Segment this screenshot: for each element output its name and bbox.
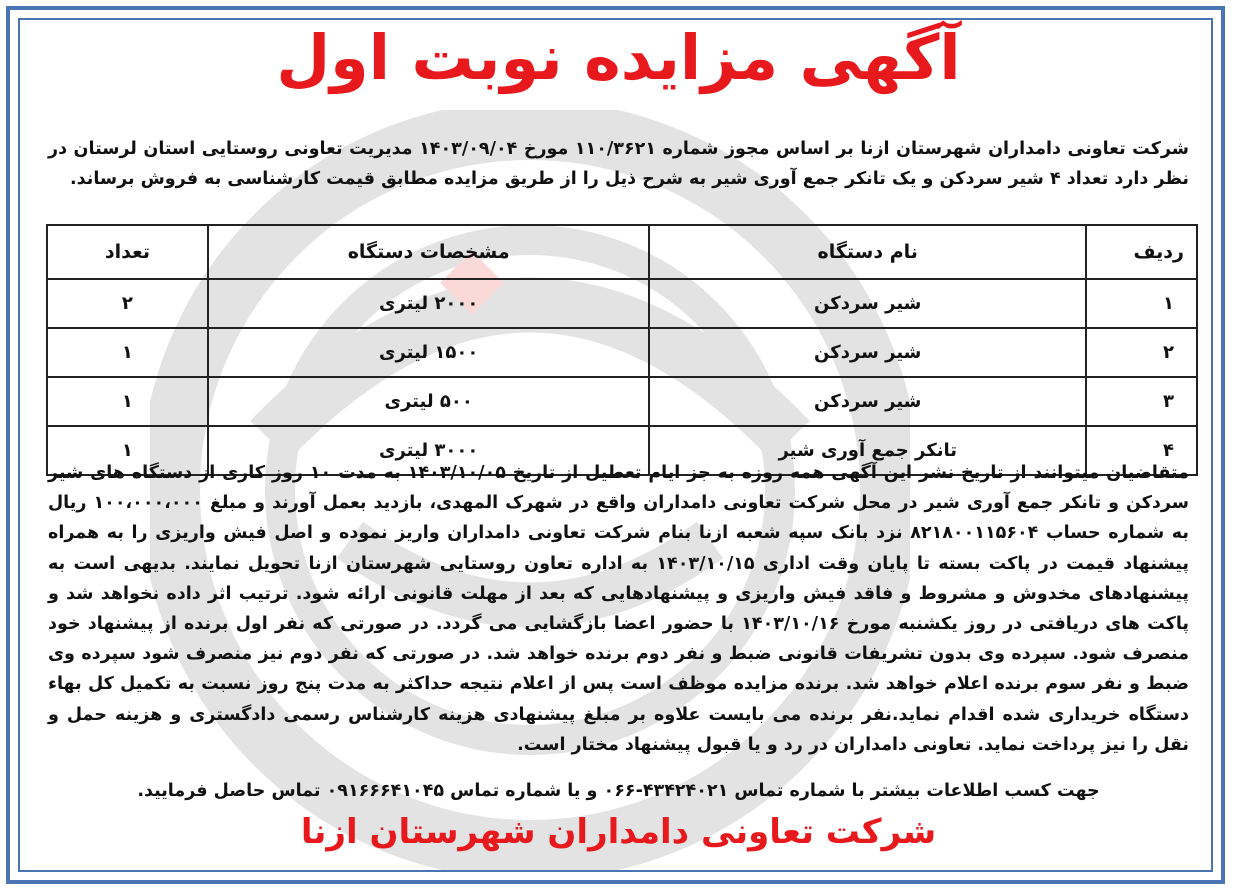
quantity: ۱ (47, 328, 208, 377)
device-name: شیر سردکن (649, 328, 1086, 377)
device-name: شیر سردکن (649, 279, 1086, 328)
items-table (46, 224, 1198, 476)
header-device-name: نام دستگاه (649, 225, 1086, 279)
row-number: ۱ (1086, 279, 1197, 328)
quantity: ۱ (47, 377, 208, 426)
contact-line: جهت کسب اطلاعات بیشتر با شماره تماس ۴۳۴۲۴۰۲۱-۰۶۶ و یا شماره تماس ۰۹۱۶۶۶۴۱۰۴۵ تماس حاصل فرمایید. (137, 781, 1100, 801)
header-row-number: ردیف (1086, 225, 1197, 279)
quantity: ۲ (47, 279, 208, 328)
signature-company-name: شرکت تعاونی دامداران شهرستان ازنا (300, 812, 937, 852)
row-number: ۳ (1086, 377, 1197, 426)
device-spec: ۳۰۰۰ لیتری (208, 426, 650, 475)
device-spec: ۱۵۰۰ لیتری (208, 328, 650, 377)
device-spec: ۲۰۰۰ لیتری (208, 279, 650, 328)
row-number: ۴ (1086, 426, 1197, 475)
page-title: آگهی مزایده نوبت اول (276, 21, 961, 94)
terms-paragraph: متقاضیان میتوانند از تاریخ نشر این آگهی همه روزه به جز ایام تعطیل از تاریخ ۱۴۰۳/۱۰/۰۵ به مدت ۱۰ روز کاری از دستگاه های شیر سردکن و تانکر جمع آوری شیر در محل شرکت تعاونی دامداران واقع در شهرک المهدی، بازدید بعمل آورند و مبلغ ۱۰۰،۰۰۰،۰۰۰ ریال به شماره حساب ۸۲۱۸۰۰۱۱۵۶۰۴ نزد بانک سپه شعبه ازنا بنام شرکت تعاونی دامداران واریز نموده و اصل فیش واریزی را به همراه پیشنهاد قیمت در پاکت بسته تا پایان وقت اداری ۱۴۰۳/۱۰/۱۵ به اداره تعاون روستایی شهرستان ازنا تحویل نمایند. بدیهی است به پیشنهادهای مخدوش و مشروط و فاقد فیش واریزی و پیشنهادهایی که بعد از مهلت قانونی ارائه شود. ترتیب اثر داده نخواهد شد و پاکت های دریافتی در روز یکشنبه مورخ ۱۴۰۳/۱۰/۱۶ با حضور اعضا بازگشایی می گردد. در صورتی که نفر اول برنده از پیشنهاد خود منصرف شود. سپرده وی بدون تشریفات قانونی ضبط و نفر دوم برنده خواهد شد. در صورتی که نفر دوم نیز منصرف شود سپرده وی ضبط و نفر سوم برنده اعلام خواهد شد. برنده مزایده موظف است پس از اعلام نتیجه حداکثر به مدت پنج روز نسبت به تکمیل کل بهاء دستگاه خریداری شده اقدام نماید.نفر برنده می بایست علاوه بر مبلغ پیشنهادی هزینه کارشناس رسمی دادگستری و هزینه حمل و نقل را نیز پرداخت نماید. تعاونی دامداران در رد و یا قبول پیشنهاد مختار است. (48, 463, 1190, 755)
table-row (47, 328, 1197, 377)
intro-paragraph: شرکت تعاونی دامداران شهرستان ازنا بر اساس مجوز شماره ۱۱۰/۳۶۲۱ مورخ ۱۴۰۳/۰۹/۰۴ مدیریت تعاونی روستایی استان لرستان در نظر دارد تعداد ۴ شیر سردکن و یک تانکر جمع آوری شیر به شرح ذیل را از طریق مزایده مطابق قیمت کارشناسی به فروش برساند. (48, 139, 1189, 189)
device-name: شیر سردکن (649, 377, 1086, 426)
device-spec: ۵۰۰ لیتری (208, 377, 650, 426)
device-name: تانکر جمع آوری شیر (649, 426, 1086, 475)
table-header-row (47, 225, 1197, 279)
quantity: ۱ (47, 426, 208, 475)
table-row (47, 279, 1197, 328)
header-device-spec: مشخصات دستگاه (208, 225, 650, 279)
table-row (47, 377, 1197, 426)
header-quantity: تعداد (47, 225, 208, 279)
row-number: ۲ (1086, 328, 1197, 377)
